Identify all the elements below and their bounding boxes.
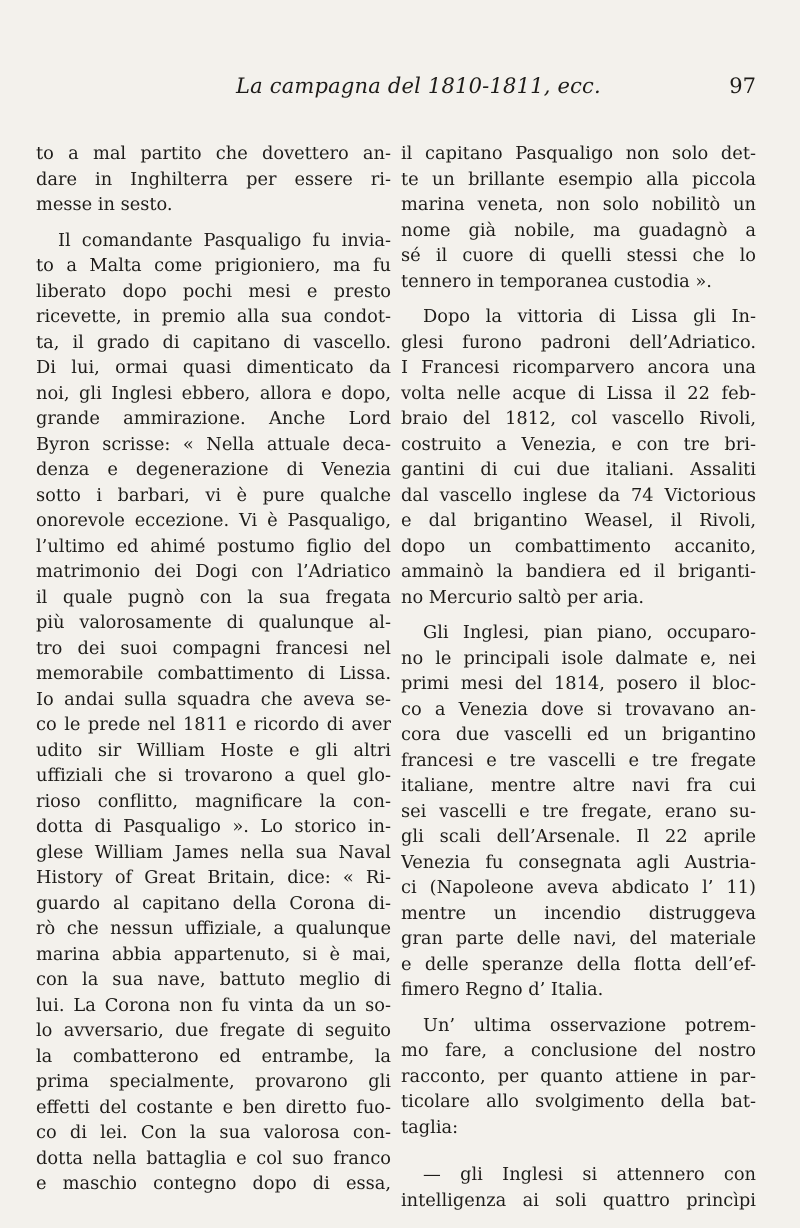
text-line: ticolare allo svolgimento della bat- (401, 1091, 756, 1112)
text-line: co a Venezia dove si trovavano an- (401, 698, 756, 720)
text-line: gran parte delle navi, del materiale (401, 928, 756, 949)
text-line: dotta di Pasqualigo ». Lo storico in- (36, 816, 391, 837)
text-line: taglia: (401, 1116, 459, 1138)
text-line: braio del 1812, col vascello Rivoli, (401, 408, 756, 429)
text-line: noi, gli Inglesi ebbero, allora e dopo, (36, 382, 391, 404)
text-line: più valorosamente di qualunque al- (36, 612, 391, 633)
text-line: sé il cuore di quelli stessi che lo (401, 245, 756, 266)
text-line: intelligenza ai soli quattro princìpi (401, 1189, 756, 1211)
text-line: tennero in temporanea custodia ». (401, 270, 712, 292)
text-line: messe in sesto. (36, 194, 173, 215)
text-line: Un’ ultima osservazione potrem- (423, 1014, 756, 1036)
text-line: to a mal partito che dovettero an- (36, 143, 391, 164)
page-number: 97 (729, 74, 756, 98)
text-line: Dopo la vittoria di Lissa gli In- (423, 306, 756, 327)
running-head: La campagna del 1810-1811, ecc. (236, 74, 601, 98)
text-line: marina abbia appartenuto, si è mai, (36, 943, 391, 965)
text-line: italiane, mentre altre navi fra cui (401, 775, 756, 796)
text-line: effetti del costante e ben diretto fuo- (36, 1096, 391, 1118)
text-line: co le prede nel 1811 e ricordo di aver (36, 714, 391, 735)
text-line: sotto i barbari, vi è pure qualche (36, 484, 391, 506)
text-line: la combatterono ed entrambe, la (36, 1045, 391, 1067)
text-line: dotta nella battaglia e col suo franco (36, 1147, 391, 1169)
text-line: marina veneta, non solo nobilitò un (401, 194, 756, 215)
text-line: rò che nessun uffiziale, a qualunque (36, 918, 391, 939)
text-line: rioso conflitto, magnificare la con- (36, 790, 391, 812)
text-line: sei vascelli e tre fregate, erano su- (401, 800, 756, 822)
text-line: memorabile combattimento di Lissa. (36, 663, 391, 684)
text-line: tro dei suoi compagni francesi nel (36, 637, 391, 659)
text-line: ricevette, in premio alla sua condot- (36, 306, 391, 327)
text-line: primi mesi del 1814, posero il bloc- (401, 673, 756, 694)
text-line: onorevole eccezione. Vi è Pasqualigo, (36, 510, 391, 531)
text-line: Venezia fu consegnata agli Austria- (401, 851, 756, 873)
text-line: prima specialmente, provarono gli (36, 1071, 391, 1092)
text-line: Io andai sulla squadra che aveva se- (36, 688, 391, 710)
text-line: e maschio contegno dopo di essa, (36, 1173, 391, 1194)
text-line: costruito a Venezia, e con tre bri- (401, 433, 756, 455)
text-line: glese William James nella sua Naval (36, 841, 391, 863)
text-line: lui. La Corona non fu vinta da un so- (36, 994, 391, 1016)
text-line: l’ultimo ed ahimé postumo figlio del (36, 535, 391, 557)
text-line: dopo un combattimento accanito, (401, 535, 756, 557)
text-line: grande ammirazione. Anche Lord (36, 408, 391, 429)
text-line: gli scali dell’Arsenale. Il 22 aprile (401, 826, 756, 847)
text-line: Il comandante Pasqualigo fu invia- (58, 229, 391, 251)
text-line: francesi e tre vascelli e tre fregate (401, 749, 756, 771)
text-line: e dal brigantino Weasel, il Rivoli, (401, 510, 756, 531)
text-line: no le principali isole dalmate e, nei (401, 647, 756, 669)
text-line: dal vascello inglese da 74 Victorious (401, 484, 756, 506)
text-line: guardo al capitano della Corona di- (36, 892, 391, 914)
text-line: fimero Regno d’ Italia. (401, 979, 604, 1000)
text-line: lo avversario, due fregate di seguito (36, 1020, 391, 1041)
text-line: racconto, per quanto attiene in par- (401, 1065, 756, 1087)
text-line: mo fare, a conclusione del nostro (401, 1040, 756, 1061)
text-line: te un brillante esempio alla piccola (401, 168, 756, 190)
text-line: gantini di cui due italiani. Assaliti (401, 459, 756, 480)
text-line: liberato dopo pochi mesi e presto (36, 280, 391, 302)
text-line: ammainò la bandiera ed il briganti- (401, 561, 756, 582)
text-line: to a Malta come prigioniero, ma fu (36, 255, 391, 276)
text-line: il quale pugnò con la sua fregata (36, 586, 391, 608)
left-text-column (36, 141, 391, 1197)
text-line: glesi furono padroni dell’Adriatico. (401, 331, 756, 353)
text-line: History of Great Britain, dice: « Ri- (36, 867, 391, 888)
text-line: — gli Inglesi si attennero con (423, 1164, 756, 1185)
page-header (0, 74, 800, 104)
text-line: co di lei. Con la sua valorosa con- (36, 1122, 391, 1143)
right-text-column (401, 141, 756, 1213)
text-line: matrimonio dei Dogi con l’Adriatico (36, 561, 391, 582)
text-line: dare in Inghilterra per essere ri- (36, 168, 391, 190)
text-line: no Mercurio saltò per aria. (401, 586, 645, 608)
text-line: uffiziali che si trovarono a quel glo- (36, 765, 391, 786)
text-line: I Francesi ricomparvero ancora una (401, 357, 756, 378)
text-line: udito sir William Hoste e gli altri (36, 739, 391, 761)
text-line: ta, il grado di capitano di vascello. (36, 331, 391, 353)
text-line: e delle speranze della flotta dell’ef- (401, 953, 756, 975)
text-line: con la sua nave, battuto meglio di (36, 969, 391, 990)
text-line: Di lui, ormai quasi dimenticato da (36, 357, 391, 378)
text-line: volta nelle acque di Lissa il 22 feb- (401, 382, 756, 404)
text-line: Gli Inglesi, pian piano, occuparo- (423, 622, 756, 643)
text-line: mentre un incendio distruggeva (401, 902, 756, 924)
text-line: nome già nobile, ma guadagnò a (401, 219, 756, 241)
text-line: ci (Napoleone aveva abdicato l’ 11) (401, 877, 756, 898)
text-line: denza e degenerazione di Venezia (36, 459, 391, 480)
text-line: cora due vascelli ed un brigantino (401, 724, 756, 745)
text-line: il capitano Pasqualigo non solo det- (401, 143, 756, 164)
text-line: Byron scrisse: « Nella attuale deca- (36, 433, 391, 455)
